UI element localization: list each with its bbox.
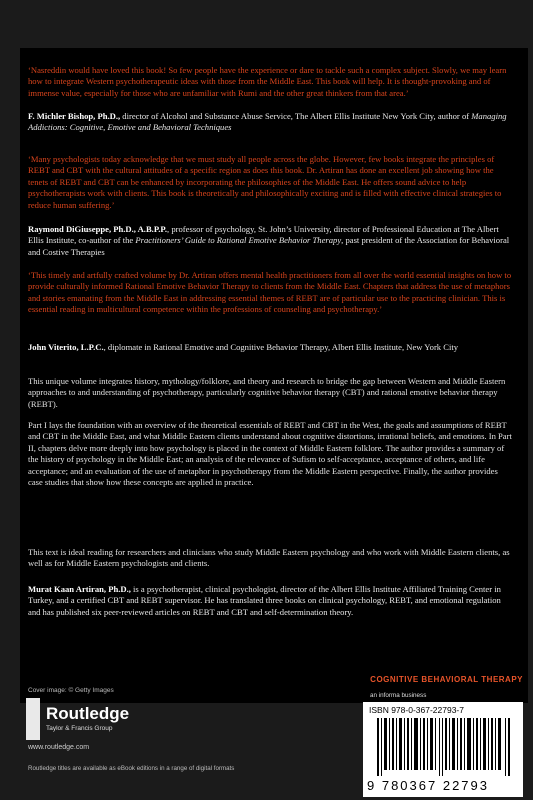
author-bio-text: is a psychotherapist, clinical psychologist, director of the Albert Ellis Institute Affiliated Training Center in Turkey, and a certified CBT and REBT supervisor. He has translated three books on clinical psychology, REBT, and emotional regulation and has published six peer-reviewed articles on REBT and CBT and self-determination theory. (28, 584, 501, 617)
barcode-icon (377, 718, 517, 776)
endorsement-attribution-3 (28, 342, 513, 353)
author-bio (28, 584, 513, 618)
author-name: Murat Kaan Artiran, Ph.D., (28, 584, 131, 594)
description-paragraph-3: This text is ideal reading for researchers and clinicians who study Middle Eastern psychology and who work with Middle Eastern clients, as well as for Middle Eastern psychologists and clients. (28, 547, 510, 569)
endorser-name-2: Raymond DiGiuseppe, Ph.D., A.B.P.P. (28, 224, 168, 234)
barcode-digits: 9 780367 22793 (367, 778, 489, 793)
publisher-url[interactable]: www.routledge.com (28, 744, 90, 751)
endorser-role-1: director of Alcohol and Substance Abuse Service, The Albert Ellis Institute New York City, author of (120, 111, 472, 121)
publisher-name: Routledge (46, 704, 130, 723)
endorser-name-3: John Viterito, L.P.C. (28, 342, 104, 352)
endorsement-quote-2: ‘Many psychologists today acknowledge that we must study all people across the globe. However, few books integrate the principles of REBT and CBT with the cultural attitudes of a specific region as does this book. Dr. Artiran has done an excellent job showing how the tenets of REBT and CBT can be enhanced by incorporating the philosophies of the Middle East. He offers sound advice to help psychotherapists work with clients. This book is theoretically and philosophically exciting and is filled with effective clinical strategies to reduce human suffering.’ (28, 154, 502, 210)
publisher-logo (26, 698, 176, 740)
isbn-label: ISBN 978-0-367-22793-7 (369, 705, 464, 715)
endorser-work-1: Managing Addictions: Cognitive, Emotive and Behavioral Techniques (28, 111, 507, 133)
endorser-name-1: F. Michler Bishop, Ph.D., (28, 111, 121, 121)
endorser-role-3: , diplomate in Rational Emotive and Cognitive Behavior Therapy, Albert Ellis Institute, New York City (103, 342, 459, 352)
informa-note: an informa business (370, 692, 427, 699)
endorser-work-2: Practitioners’ Guide to Rational Emotive Behavior Therapy (135, 235, 342, 246)
cover-credit: Cover image: © Getty Images (28, 687, 114, 694)
endorsement-quote-3: ‘This timely and artfully crafted volume by Dr. Artiran offers mental health practitioners from all over the world essential insights on how to provide culturally informed Rational Emotive Behavior Therapy to clients from the Middle East. Chapters that address the use of metaphors and stories emanating from the Middle East in addressing essential themes of REBT are of particular use to the practicing clinician. This is essential reading in multicultural competence within the professions of counseling and psychotherapy.’ (28, 270, 512, 315)
routledge-logo-icon (26, 698, 40, 740)
description-paragraph-2: Part I lays the foundation with an overview of the theoretical essentials of REBT and CBT in the West, the goals and assumptions of REBT and CBT in the Middle East, and what Middle Eastern clients understand about cognitive distortions, irrational beliefs, and emotions. In Part II, chapters delve more deeply into how psychology is placed in the context of Middle Eastern folklore. The author provides a summary of the history of psychology in the Middle East; an analysis of the relevance of Sufism to self-acceptance, acceptance of others, and life acceptance; and an evaluation of the use of metaphor in psychotherapy from the Middle Eastern perspective. Finally, the author provides case studies that show how these concepts are applied in practice. (28, 420, 512, 488)
endorser-tail-2: , past president of the Association for Behavioral and Costive Therapies (28, 235, 510, 257)
ebook-note: Routledge titles are available as eBook editions in a range of digital formats (28, 765, 235, 772)
endorsement-attribution-2 (28, 224, 513, 258)
endorser-role-2: , professor of psychology, St. John’s University, director of Professional Education at The Albert Ellis Institute, co-author of the (28, 224, 499, 246)
description-paragraph-1: This unique volume integrates history, mythology/folklore, and theory and research to bridge the gap between Western and Middle Eastern approaches to and understanding of psychotherapy, particularly cognitive behavior therapy (CBT) and rational emotive behavior therapy (REBT). (28, 376, 506, 409)
isbn-barcode (363, 702, 523, 797)
publisher-group: Taylor & Francis Group (46, 725, 113, 732)
endorsement-attribution-1 (28, 111, 513, 134)
subject-category: COGNITIVE BEHAVIORAL THERAPY (370, 675, 523, 684)
endorsement-quote-1: ‘Nasreddin would have loved this book! So few people have the experience or dare to tackle such a complex subject. Slowly, we may learn how to integrate Western psychotherapeutic ideas with those from the Middle East. This book will help. It is thought-provoking and of immense value, especially for those who are unfamiliar with Rumi and the other great thinkers from that area.’ (28, 65, 507, 98)
